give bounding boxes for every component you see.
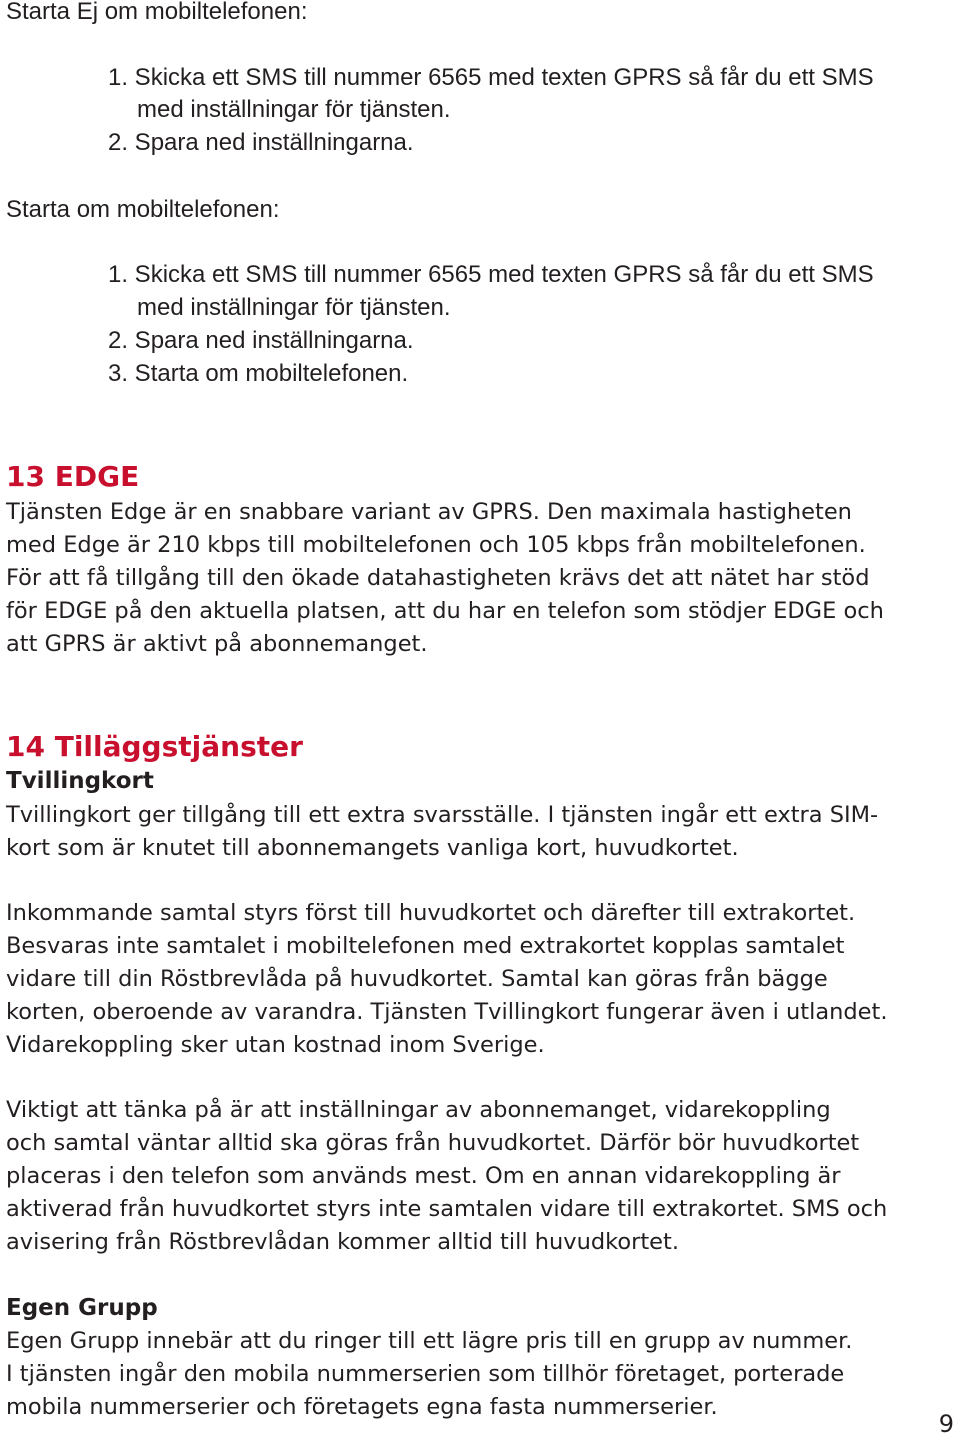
section-title: Starta om mobiltelefonen: bbox=[6, 196, 280, 223]
paragraph-line: För att få tillgång till den ökade datahastigheten krävs det att nätet har stöd bbox=[6, 565, 870, 591]
subheading: Tvillingkort bbox=[6, 768, 154, 794]
paragraph-line: kort som är knutet till abonnemangets vanliga kort, huvudkortet. bbox=[6, 835, 739, 861]
paragraph-line: Tvillingkort ger tillgång till ett extra svarsställe. I tjänsten ingår ett extra SIM- bbox=[6, 802, 879, 828]
paragraph-line: Viktigt att tänka på är att inställningar av abonnemanget, vidarekoppling bbox=[6, 1097, 831, 1123]
paragraph-line: för EDGE på den aktuella platsen, att du har en telefon som stödjer EDGE och bbox=[6, 598, 884, 624]
list-item: 2. Spara ned inställningarna. bbox=[108, 129, 414, 156]
paragraph-line: avisering från Röstbrevlådan kommer alltid till huvudkortet. bbox=[6, 1229, 680, 1255]
paragraph-line: mobila nummerserier och företagets egna fasta nummerserier. bbox=[6, 1394, 718, 1420]
paragraph-line: med Edge är 210 kbps till mobiltelefonen och 105 kbps från mobiltelefonen. bbox=[6, 532, 866, 558]
paragraph-line: Inkommande samtal styrs först till huvudkortet och därefter till extrakortet. bbox=[6, 900, 856, 926]
paragraph-line: och samtal väntar alltid ska göras från huvudkortet. Därför bör huvudkortet bbox=[6, 1130, 860, 1156]
list-item: med inställningar för tjänsten. bbox=[137, 96, 451, 123]
list-item: 1. Skicka ett SMS till nummer 6565 med texten GPRS så får du ett SMS bbox=[108, 261, 874, 288]
list-item: 2. Spara ned inställningarna. bbox=[108, 327, 414, 354]
paragraph-line: korten, oberoende av varandra. Tjänsten Tvillingkort fungerar även i utlandet. bbox=[6, 999, 888, 1025]
list-item: med inställningar för tjänsten. bbox=[137, 294, 451, 321]
paragraph-line: Egen Grupp innebär att du ringer till ett lägre pris till en grupp av nummer. bbox=[6, 1328, 853, 1354]
section-title: Starta Ej om mobiltelefonen: bbox=[6, 0, 308, 25]
paragraph-line: Besvaras inte samtalet i mobiltelefonen med extrakortet kopplas samtalet bbox=[6, 933, 845, 959]
paragraph-line: att GPRS är aktivt på abonnemanget. bbox=[6, 631, 428, 657]
subheading: Egen Grupp bbox=[6, 1295, 158, 1321]
paragraph-line: Tjänsten Edge är en snabbare variant av GPRS. Den maximala hastigheten bbox=[6, 499, 852, 525]
paragraph-line: aktiverad från huvudkortet styrs inte samtalen vidare till extrakortet. SMS och bbox=[6, 1196, 888, 1222]
section-heading: 13 EDGE bbox=[6, 460, 140, 493]
page-number: 9 bbox=[938, 1410, 954, 1438]
list-item: 3. Starta om mobiltelefonen. bbox=[108, 360, 409, 387]
section-heading: 14 Tilläggstjänster bbox=[6, 730, 303, 763]
paragraph-line: Vidarekoppling sker utan kostnad inom Sverige. bbox=[6, 1032, 545, 1058]
paragraph-line: placeras i den telefon som används mest. Om en annan vidarekoppling är bbox=[6, 1163, 841, 1189]
list-item: 1. Skicka ett SMS till nummer 6565 med texten GPRS så får du ett SMS bbox=[108, 64, 874, 91]
paragraph-line: I tjänsten ingår den mobila nummerserien som tillhör företaget, porterade bbox=[6, 1361, 845, 1387]
paragraph-line: vidare till din Röstbrevlåda på huvudkortet. Samtal kan göras från bägge bbox=[6, 966, 828, 992]
